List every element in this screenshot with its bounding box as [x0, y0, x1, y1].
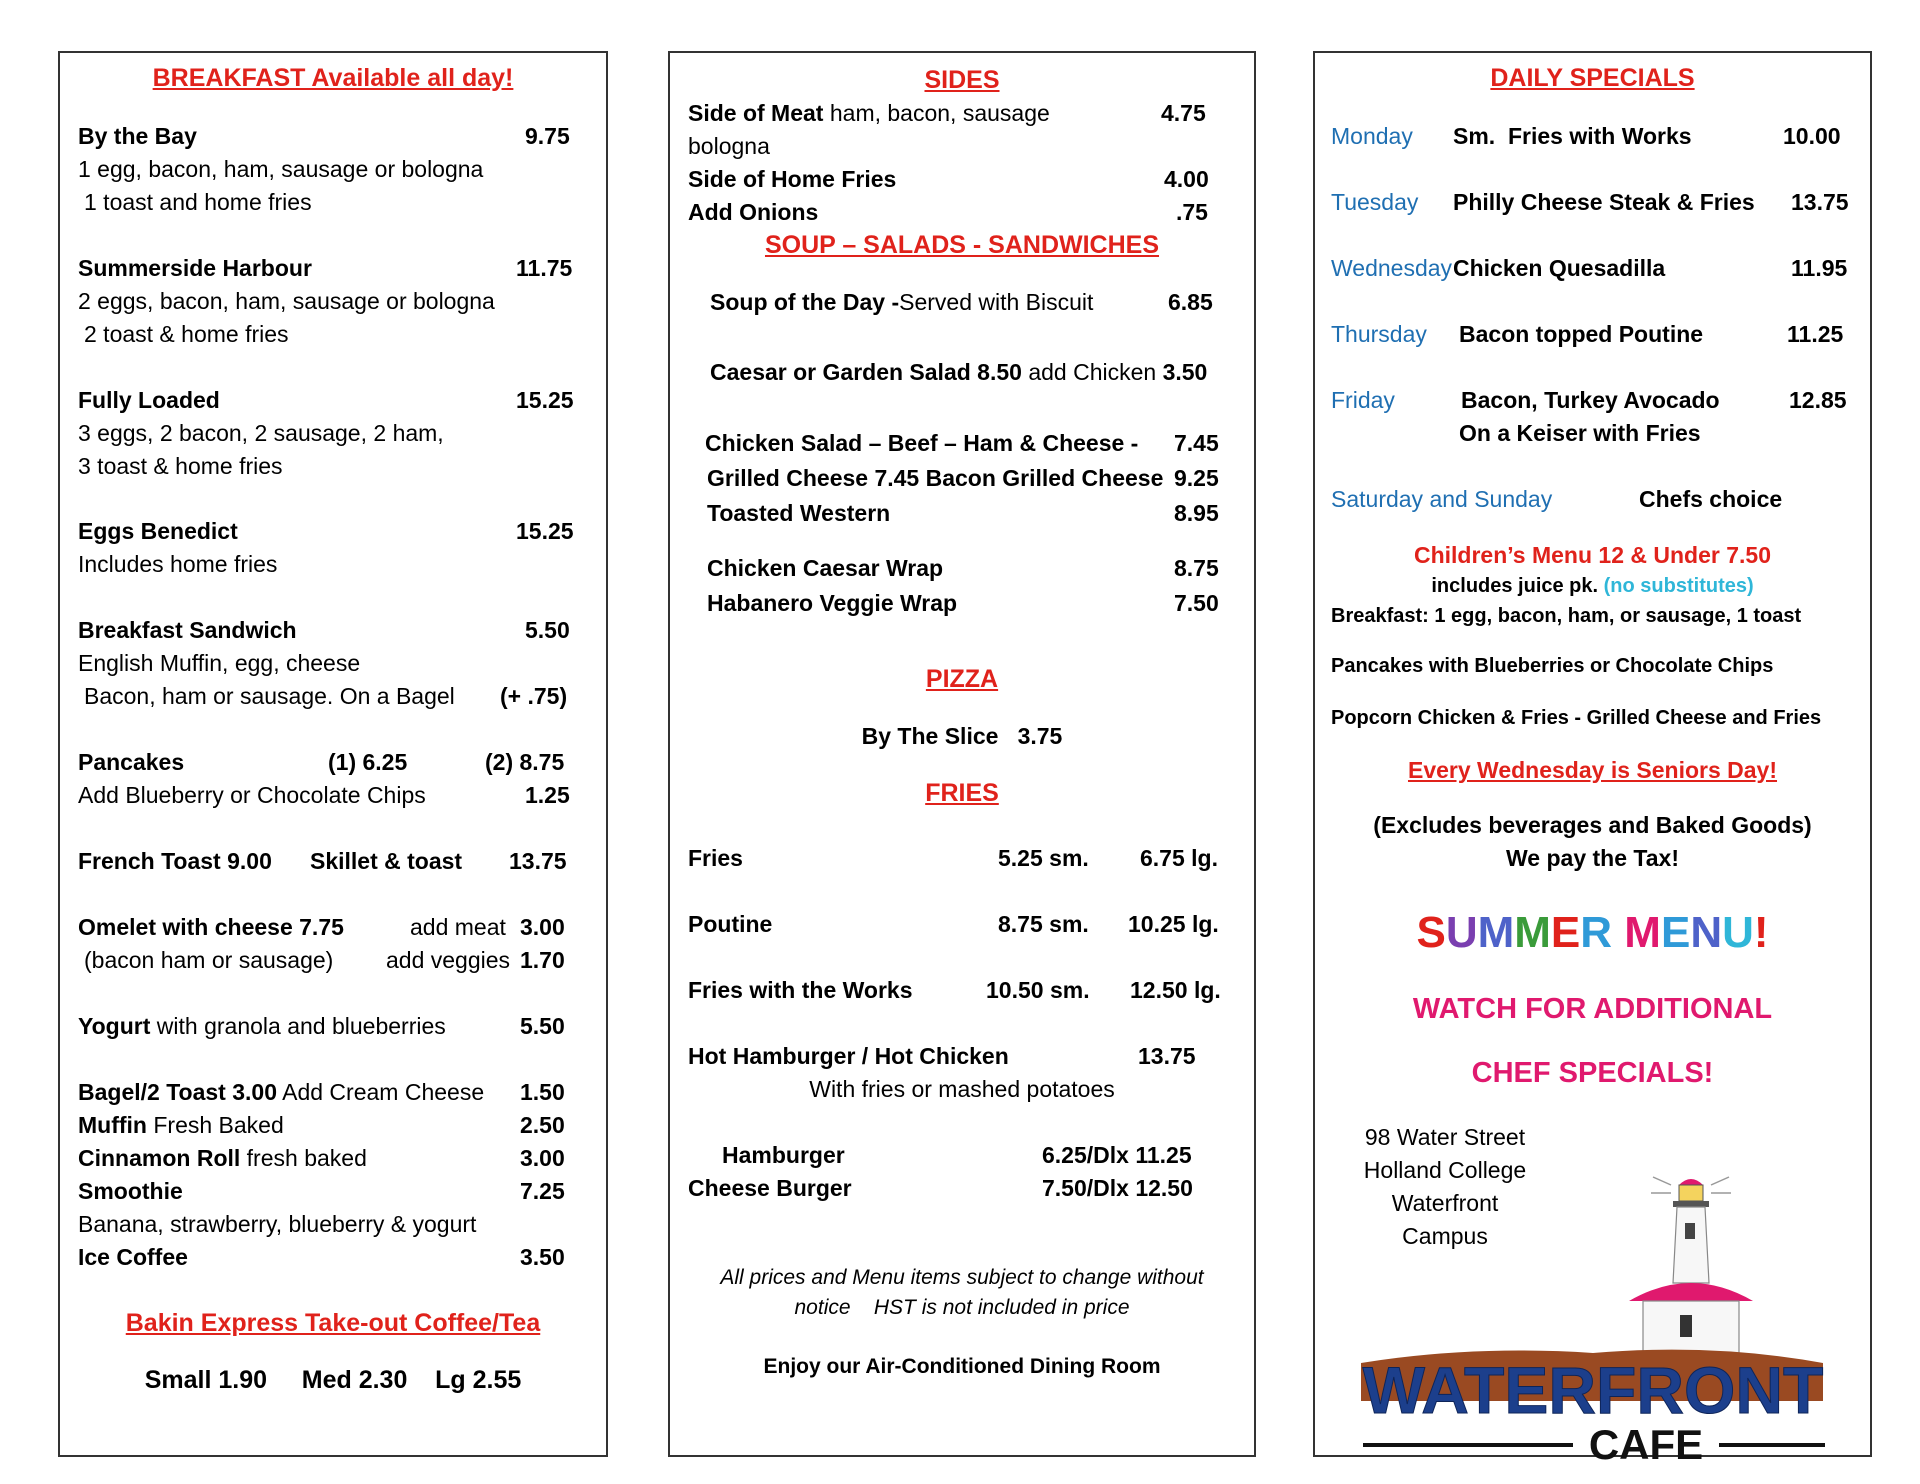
summer-menu-letter: R — [1580, 908, 1613, 957]
bakin-express-header: Bakin Express Take-out Coffee/Tea — [125, 1309, 541, 1337]
menu-item-line: Side of Meat ham, bacon, sausage — [688, 100, 1050, 126]
childrens-breakfast: Breakfast: 1 egg, bacon, ham, or sausage, 1 toast — [1331, 605, 1802, 627]
seniors-note-line2: We pay the Tax! — [1506, 845, 1679, 871]
menu-item-desc: 2 eggs, bacon, ham, sausage or bologna — [78, 288, 495, 314]
menu-item-price: 7.50 — [1174, 590, 1219, 616]
special-item: Chefs choice — [1639, 486, 1783, 512]
special-item: Bacon topped Poutine — [1459, 321, 1704, 347]
special-price: 10.00 — [1783, 123, 1841, 149]
address-line: Waterfront — [1391, 1190, 1499, 1216]
special-price: 13.75 — [1791, 189, 1849, 215]
menu-item-line: Soup of the Day -Served with Biscuit — [710, 289, 1094, 315]
menu-item-line: Muffin Fresh Baked — [78, 1112, 284, 1138]
seniors-day-header: Every Wednesday is Seniors Day! — [1407, 757, 1778, 783]
dining-room-note: Enjoy our Air-Conditioned Dining Room — [763, 1355, 1161, 1378]
menu-item-price: 10.50 sm. — [986, 977, 1090, 1003]
summer-menu-title — [1315, 908, 1870, 964]
menu-item-name: Chicken Salad – Beef – Ham & Cheese - — [705, 430, 1139, 456]
special-item: Chicken Quesadilla — [1453, 255, 1666, 281]
summer-menu-letter: M — [1477, 908, 1515, 957]
menu-item-name: Fries with the Works — [688, 977, 913, 1003]
menu-item-price: 6.25/Dlx 11.25 — [1042, 1142, 1192, 1168]
special-item: On a Keiser with Fries — [1459, 420, 1701, 446]
menu-item-price: 7.50/Dlx 12.50 — [1042, 1175, 1193, 1201]
menu-item-price: 8.75 sm. — [998, 911, 1089, 937]
price-notice-line1: All prices and Menu items subject to change without — [720, 1266, 1204, 1289]
menu-item-price: 3.00 — [520, 1145, 565, 1171]
sides-header: SIDES — [924, 66, 1000, 94]
soup-header: SOUP – SALADS - SANDWICHES — [764, 231, 1160, 259]
special-day: Wednesday — [1331, 255, 1453, 281]
menu-item-price: 15.25 — [516, 387, 574, 413]
menu-item-desc: With fries or mashed potatoes — [809, 1076, 1115, 1102]
menu-item-price: (2) 8.75 — [485, 749, 565, 775]
childrens-popcorn: Popcorn Chicken & Fries - Grilled Cheese and Fries — [1331, 707, 1822, 729]
menu-item-name: Hamburger — [722, 1142, 845, 1168]
menu-item-price: (+ .75) — [500, 683, 568, 709]
summer-menu-letter: E — [1550, 908, 1581, 957]
waterfront-cafe-logo — [1353, 1133, 1833, 1463]
summer-menu-letter: E — [1660, 908, 1691, 957]
menu-item-desc: (bacon ham or sausage) — [84, 947, 334, 973]
menu-item-name: Fries — [688, 845, 743, 871]
menu-item-name: Habanero Veggie Wrap — [707, 590, 958, 616]
summer-menu-letter — [1612, 908, 1624, 957]
menu-item-desc: English Muffin, egg, cheese — [78, 650, 361, 676]
logo-sub-text: CAFE — [1588, 1421, 1704, 1463]
logo-main-text: WATERFRONT — [1362, 1353, 1824, 1427]
menu-item-price: 15.25 — [516, 518, 574, 544]
menu-item-price: 1.70 — [520, 947, 565, 973]
menu-item-price: 7.25 — [520, 1178, 565, 1204]
summer-menu-letter: U — [1722, 908, 1754, 957]
menu-item-desc: add veggies — [386, 947, 511, 973]
menu-item-desc: 1 toast and home fries — [84, 189, 312, 215]
special-day: Thursday — [1331, 321, 1427, 347]
menu-item-desc: Bacon, ham or sausage. On a Bagel — [84, 683, 455, 709]
summer-menu-letter: N — [1690, 908, 1723, 957]
menu-item-price: 13.75 — [509, 848, 567, 874]
menu-item-price: 5.50 — [525, 617, 570, 643]
sides-panel — [668, 51, 1256, 1457]
menu-item-price: 8.75 — [1174, 555, 1219, 581]
menu-item-price: .75 — [1176, 199, 1208, 225]
special-price: 11.25 — [1787, 321, 1844, 347]
price-notice-line2: notice HST is not included in price — [794, 1296, 1130, 1319]
special-day: Monday — [1331, 123, 1413, 149]
menu-item-desc: 3 toast & home fries — [78, 453, 283, 479]
special-day: Tuesday — [1331, 189, 1419, 215]
childrens-juice-note: includes juice pk. (no substitutes) — [1431, 575, 1754, 597]
menu-item-price: 10.25 lg. — [1128, 911, 1219, 937]
menu-item-price: 9.75 — [525, 123, 570, 149]
menu-item-name: Chicken Caesar Wrap — [707, 555, 944, 581]
menu-item-desc: add meat — [410, 914, 506, 940]
menu-item-price: 6.85 — [1168, 289, 1213, 315]
fries-header: FRIES — [925, 779, 999, 807]
menu-item-name: Summerside Harbour — [78, 255, 312, 281]
menu-item-name: Fully Loaded — [78, 387, 220, 413]
menu-item-name: By the Bay — [78, 123, 197, 149]
childrens-pancakes: Pancakes with Blueberries or Chocolate Chips — [1331, 655, 1774, 677]
summer-menu-letter: M — [1514, 908, 1551, 957]
menu-item-price: 4.75 — [1161, 100, 1206, 126]
menu-item-line: Caesar or Garden Salad 8.50 add Chicken 3.50 — [710, 359, 1208, 385]
menu-item-price: 3.50 — [520, 1244, 565, 1270]
lighthouse-icon — [1629, 1177, 1753, 1361]
menu-item-price: 1.25 — [525, 782, 570, 808]
menu-item-price: 1.50 — [520, 1079, 565, 1105]
menu-item-name: Hot Hamburger / Hot Chicken — [688, 1043, 1009, 1069]
special-day: Saturday and Sunday — [1331, 486, 1553, 512]
menu-item-price: 6.75 lg. — [1140, 845, 1218, 871]
special-item: Philly Cheese Steak & Fries — [1453, 189, 1755, 215]
menu-item-price: 8.95 — [1174, 500, 1219, 526]
menu-item-price: 7.45 — [1174, 430, 1219, 456]
special-price: 12.85 — [1789, 387, 1847, 413]
bakin-express-sizes: Small 1.90 Med 2.30 Lg 2.55 — [144, 1366, 522, 1394]
summer-menu-letter: U — [1445, 908, 1478, 957]
menu-item-name: Grilled Cheese 7.45 Bacon Grilled Cheese — [707, 465, 1164, 491]
menu-item-name: Smoothie — [78, 1178, 183, 1204]
special-item: Sm. Fries with Works — [1453, 123, 1692, 149]
breakfast-panel — [58, 51, 608, 1457]
special-day: Friday — [1331, 387, 1395, 413]
menu-item-name: Breakfast Sandwich — [78, 617, 297, 643]
menu-item-name: French Toast 9.00 — [78, 848, 272, 874]
menu-item-name: Add Onions — [688, 199, 819, 225]
menu-item-price: 13.75 — [1138, 1043, 1196, 1069]
specials-panel — [1313, 51, 1872, 1463]
menu-item-name: Poutine — [688, 911, 773, 937]
menu-item-desc: 1 egg, bacon, ham, sausage or bologna — [78, 156, 484, 182]
menu-item-price: 3.00 — [520, 914, 565, 940]
menu-item-name: Skillet & toast — [310, 848, 463, 874]
watch-for-additional: WATCH FOR ADDITIONAL — [1412, 993, 1773, 1025]
menu-item-name: Cheese Burger — [688, 1175, 852, 1201]
menu-item-line: Bagel/2 Toast 3.00 Add Cream Cheese — [78, 1079, 485, 1105]
menu-item-price: 4.00 — [1164, 166, 1209, 192]
menu-item-price: (1) 6.25 — [328, 749, 408, 775]
summer-menu-letter: S — [1416, 908, 1446, 957]
address-line: Holland College — [1363, 1157, 1527, 1183]
special-price: 11.95 — [1791, 255, 1848, 281]
summer-menu-letter: M — [1624, 908, 1661, 957]
seniors-note-line1: (Excludes beverages and Baked Goods) — [1373, 812, 1812, 838]
specials-header: DAILY SPECIALS — [1490, 64, 1695, 92]
menu-item-desc: 3 eggs, 2 bacon, 2 sausage, 2 ham, — [78, 420, 444, 446]
menu-item-desc: Add Blueberry or Chocolate Chips — [78, 782, 426, 808]
menu-item-desc: bologna — [688, 133, 770, 159]
special-item: Bacon, Turkey Avocado — [1461, 387, 1720, 413]
menu-item-name: Omelet with cheese 7.75 — [78, 914, 344, 940]
menu-item-price: 5.50 — [520, 1013, 565, 1039]
menu-item-price: 9.25 — [1174, 465, 1219, 491]
breakfast-header: BREAKFAST Available all day! — [152, 64, 514, 92]
address-line: Campus — [1402, 1223, 1488, 1249]
menu-item-name: Side of Home Fries — [688, 166, 897, 192]
menu-item-price: 12.50 lg. — [1130, 977, 1221, 1003]
menu-item-desc: Banana, strawberry, blueberry & yogurt — [78, 1211, 477, 1237]
menu-item-name: Ice Coffee — [78, 1244, 188, 1270]
menu-item-name: Eggs Benedict — [78, 518, 238, 544]
menu-item-line: Cinnamon Roll fresh baked — [78, 1145, 367, 1171]
pizza-header: PIZZA — [925, 665, 999, 693]
summer-menu-letter: ! — [1753, 908, 1769, 957]
menu-item-desc: Includes home fries — [78, 551, 278, 577]
menu-item-price: 11.75 — [516, 255, 573, 281]
menu-item-line: Yogurt with granola and blueberries — [78, 1013, 446, 1039]
menu-item-desc: 2 toast & home fries — [84, 321, 289, 347]
menu-item-price: 2.50 — [520, 1112, 565, 1138]
menu-item-name: Toasted Western — [707, 500, 891, 526]
menu-item-price: 5.25 sm. — [998, 845, 1089, 871]
menu-item-name: Pancakes — [78, 749, 185, 775]
pizza-slice: By The Slice 3.75 — [861, 723, 1063, 749]
chef-specials: CHEF SPECIALS! — [1471, 1057, 1714, 1089]
address-line: 98 Water Street — [1364, 1124, 1526, 1150]
childrens-menu-header: Children’s Menu 12 & Under 7.50 — [1413, 542, 1772, 568]
